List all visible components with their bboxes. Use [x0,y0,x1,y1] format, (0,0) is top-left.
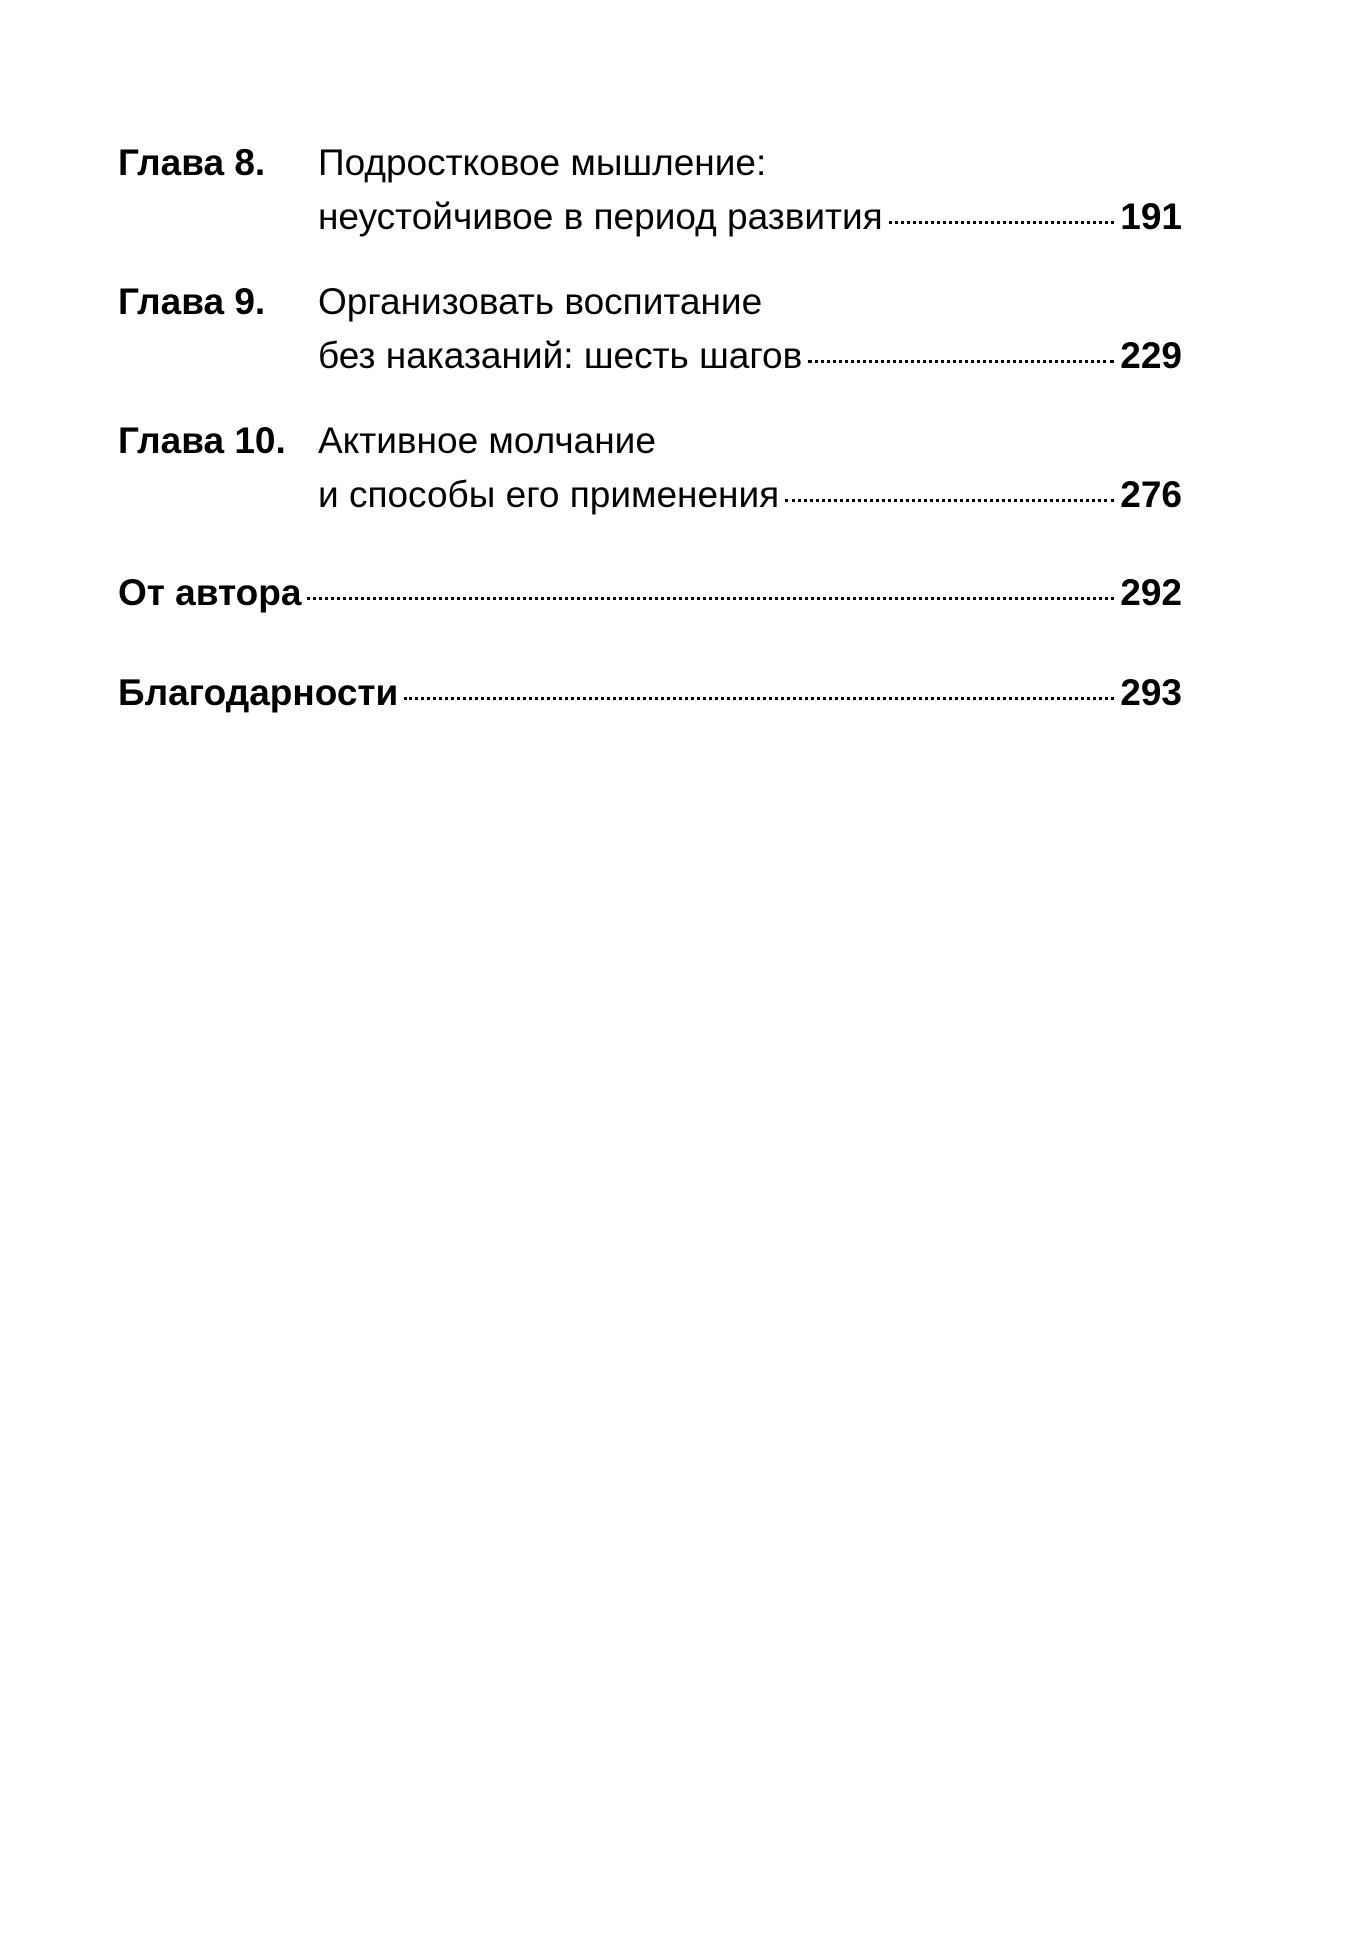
toc-entry-chapter-10 [118,414,1182,522]
chapter-title-line: Активное молчание [318,420,656,461]
page-number: 276 [1120,474,1182,515]
toc-entry-chapter-9 [118,275,1182,383]
page-number: 229 [1120,335,1182,376]
chapter-title-leader-line [318,190,1182,244]
chapter-number: Глава 10. [118,420,286,461]
dot-leader [889,221,1115,224]
page-number: 191 [1120,196,1182,237]
section-title: От автора [118,572,302,613]
chapter-title-leader-line [318,468,1182,522]
chapter-title-line: неустойчивое в период развития [318,196,883,237]
section-title: Благодарности [118,672,399,713]
dot-leader [404,697,1114,700]
chapter-title-line: и способы его применения [318,474,780,515]
toc-entry-chapter-8 [118,136,1182,244]
chapter-title-line: Подростковое мышление: [318,142,767,183]
dot-leader [808,360,1114,363]
dot-leader [785,499,1114,502]
table-of-contents [118,136,1182,720]
chapter-number: Глава 8. [118,142,266,183]
dot-leader [307,597,1114,600]
page-number: 292 [1120,572,1182,613]
chapter-title-line: Организовать воспитание [318,281,763,322]
toc-entry-acknowledgements [118,666,1182,720]
chapter-title-line: без наказаний: шесть шагов [318,335,803,376]
page-number: 293 [1120,672,1182,713]
toc-entry-from-author [118,566,1182,620]
chapter-title-leader-line [318,329,1182,383]
chapter-number: Глава 9. [118,281,266,322]
chapter-title-block [318,136,1182,244]
chapter-title-block [318,414,1182,522]
chapter-title-block [318,275,1182,383]
